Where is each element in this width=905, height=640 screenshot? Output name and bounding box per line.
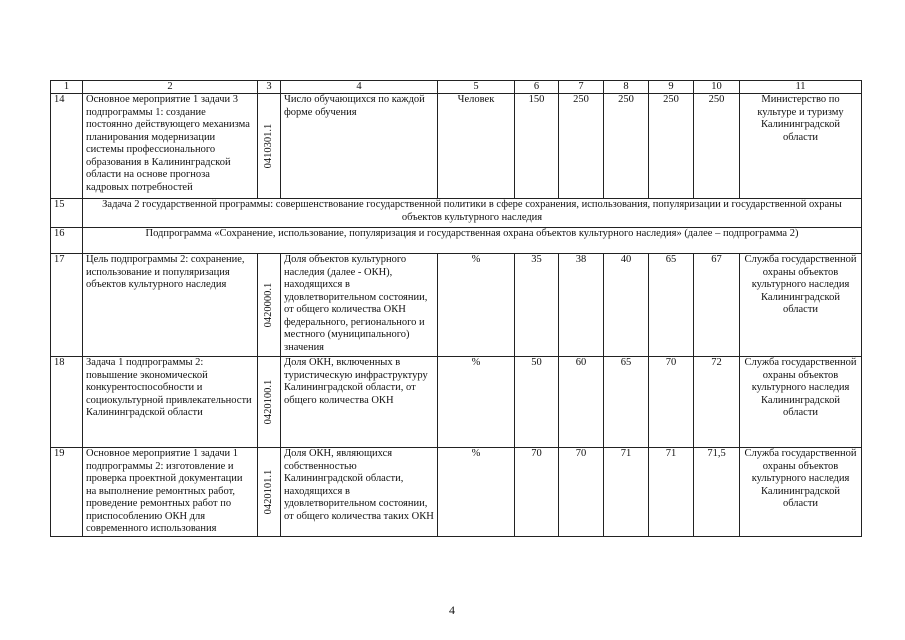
measure-name: Цель подпрограммы 2: сохранение, использование и популяризация объектов культурного наследия [83,254,258,357]
column-number: 2 [83,81,258,94]
measure-name: Задача 1 подпрограммы 2: повышение экономической конкурентоспособности и социокультурной привлекательности Калининградской области [83,357,258,448]
value-col10: 67 [694,254,740,357]
indicator: Доля ОКН, являющихся собственностью Калининградской области, находящихся в удовлетворительном состоянии, от общего количества таких ОКН [281,448,438,537]
value-col6: 50 [515,357,559,448]
responsible: Служба государственной охраны объектов культурного наследия Калининградской области [740,448,862,537]
table-row [51,228,862,254]
measure-name: Основное мероприятие 1 задачи 1 подпрограммы 2: изготовление и проверка проектной документации на выполнение ремонтных работ, проведение ремонтных работ по приспособлению ОКН для современного использования [83,448,258,537]
value-col8: 65 [604,357,649,448]
value-col7: 60 [559,357,604,448]
unit: % [438,357,515,448]
value-col6: 70 [515,448,559,537]
column-number: 7 [559,81,604,94]
value-col9: 71 [649,448,694,537]
row-number: 15 [51,199,83,228]
value-col6: 150 [515,94,559,199]
table-row [51,94,862,199]
indicator: Число обучающихся по каждой форме обучения [281,94,438,199]
row-number: 19 [51,448,83,537]
subprogram-heading: Подпрограмма «Сохранение, использование, популяризация и государственная охрана объектов культурного наследия» (далее – подпрограмма 2) [83,228,862,254]
responsible: Министерство по культуре и туризму Калининградской области [740,94,862,199]
column-number: 8 [604,81,649,94]
indicator: Доля объектов культурного наследия (далее - ОКН), находящихся в удовлетворительном состоянии, от общего количества ОКН федерального, регионального и местного (муниципального) значения [281,254,438,357]
section-heading: Задача 2 государственной программы: совершенствование государственной политики в сфере сохранения, использования, популяризации и государственной охраны объектов культурного наследия [83,199,862,228]
value-col9: 70 [649,357,694,448]
column-number: 4 [281,81,438,94]
value-col8: 40 [604,254,649,357]
value-col7: 38 [559,254,604,357]
table-row [51,357,862,448]
value-col9: 250 [649,94,694,199]
column-number: 1 [51,81,83,94]
row-number: 14 [51,94,83,199]
value-col8: 250 [604,94,649,199]
value-col6: 35 [515,254,559,357]
column-number: 10 [694,81,740,94]
code-cell [258,448,281,537]
value-col9: 65 [649,254,694,357]
unit: % [438,448,515,537]
table-row [51,448,862,537]
table-row [51,199,862,228]
value-col7: 250 [559,94,604,199]
value-col7: 70 [559,448,604,537]
unit: % [438,254,515,357]
row-number: 16 [51,228,83,254]
code-cell [258,94,281,199]
code: 0410301.1 [262,123,274,169]
value-col10: 71,5 [694,448,740,537]
measure-name: Основное мероприятие 1 задачи 3 подпрограммы 1: создание постоянно действующего механизма планирования модернизации системы профессионального образования в Калининградской области на основе прогноза кадровых потребностей [83,94,258,199]
indicator: Доля ОКН, включенных в туристическую инфраструктуру Калининградской области, от общего количества ОКН [281,357,438,448]
column-number: 6 [515,81,559,94]
value-col8: 71 [604,448,649,537]
responsible: Служба государственной охраны объектов культурного наследия Калининградской области [740,254,862,357]
code: 0420000.1 [262,282,274,328]
code: 0420101.1 [262,469,274,515]
value-col10: 250 [694,94,740,199]
column-number: 5 [438,81,515,94]
page-number: 4 [449,603,455,617]
responsible: Служба государственной охраны объектов культурного наследия Калининградской области [740,357,862,448]
column-number-row [51,81,862,94]
column-number: 9 [649,81,694,94]
unit: Человек [438,94,515,199]
column-number: 11 [740,81,862,94]
code: 0420100.1 [262,379,274,425]
indicators-table [50,80,862,537]
value-col10: 72 [694,357,740,448]
column-number: 3 [258,81,281,94]
row-number: 17 [51,254,83,357]
table-row [51,254,862,357]
code-cell [258,254,281,357]
code-cell [258,357,281,448]
row-number: 18 [51,357,83,448]
